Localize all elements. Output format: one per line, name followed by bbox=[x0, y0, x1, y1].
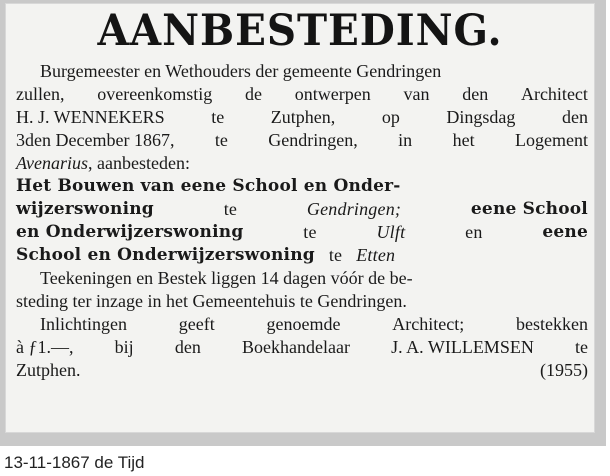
text-run: Architect; bbox=[392, 314, 465, 334]
text-run: Het Bouwen van eene School en Onder- bbox=[16, 176, 401, 196]
text-line bbox=[16, 336, 588, 359]
text-run: à ƒ1.—, bbox=[16, 337, 74, 357]
text-line bbox=[16, 175, 588, 198]
newspaper-clipping bbox=[6, 4, 594, 432]
text-run: te bbox=[303, 222, 317, 242]
text-run: Gendringen, bbox=[268, 130, 358, 150]
text-run: Boekhandelaar bbox=[242, 337, 350, 357]
clipping-title: AANBESTEDING. bbox=[97, 6, 503, 56]
text-run: genoemde bbox=[266, 314, 341, 334]
text-run: eene bbox=[542, 222, 588, 242]
text-run: te bbox=[328, 245, 343, 265]
text-line bbox=[16, 221, 588, 244]
text-run: te bbox=[214, 130, 228, 150]
text-run: Teekeningen en Bestek liggen 14 dagen vóór de be- bbox=[40, 268, 413, 288]
text-run: Logement bbox=[514, 130, 588, 150]
text-line bbox=[16, 198, 588, 221]
text-run: te bbox=[211, 107, 225, 127]
text-run: H. J. WENNEKERS bbox=[16, 107, 165, 127]
text-run: J. A. WILLEMSEN bbox=[391, 337, 534, 357]
text-run: te bbox=[575, 337, 588, 357]
text-run: te bbox=[223, 199, 238, 219]
clipping-body bbox=[16, 60, 588, 382]
text-line bbox=[16, 313, 588, 336]
text-run: de bbox=[244, 84, 262, 104]
text-run: ontwerpen bbox=[294, 84, 371, 104]
text-run: het bbox=[452, 130, 475, 150]
text-run: geeft bbox=[178, 314, 215, 334]
text-line bbox=[16, 290, 588, 313]
text-run: op bbox=[381, 107, 400, 127]
text-line bbox=[16, 83, 588, 106]
text-line bbox=[16, 359, 588, 382]
text-run: Dingsdag bbox=[446, 107, 516, 127]
text-run: Etten bbox=[356, 245, 396, 265]
text-line bbox=[16, 152, 588, 175]
text-run: bij bbox=[114, 337, 134, 357]
text-line bbox=[16, 129, 588, 152]
text-run: eene School bbox=[470, 199, 588, 219]
text-line bbox=[16, 106, 588, 129]
text-run: Avenarius bbox=[16, 153, 88, 173]
text-run: wijzerswoning bbox=[16, 199, 154, 219]
text-run: Architect bbox=[520, 84, 588, 104]
text-line bbox=[16, 244, 588, 267]
text-run: den bbox=[174, 337, 201, 357]
text-run: steding ter inzage in het Gemeentehuis te Gendringen. bbox=[16, 291, 407, 311]
text-run: (1955) bbox=[540, 360, 588, 380]
text-run: den bbox=[462, 84, 489, 104]
text-run: , aanbesteden: bbox=[88, 153, 190, 173]
text-run: Zutphen, bbox=[270, 107, 336, 127]
text-run: overeenkomstig bbox=[97, 84, 213, 104]
text-line bbox=[16, 60, 588, 83]
text-run: Gendringen; bbox=[306, 199, 402, 219]
text-run: den bbox=[561, 107, 588, 127]
text-run: en Onderwijzerswoning bbox=[16, 222, 244, 242]
text-run: Inlichtingen bbox=[40, 314, 127, 334]
text-run: School en Onderwijzerswoning bbox=[16, 245, 315, 265]
text-run: en bbox=[465, 222, 483, 242]
image-caption: 13-11-1867 de Tijd bbox=[4, 453, 145, 472]
text-line bbox=[16, 267, 588, 290]
text-run: 3den December 1867, bbox=[16, 130, 175, 150]
text-run: in bbox=[398, 130, 413, 150]
text-run: Ulft bbox=[376, 222, 406, 242]
text-run: Burgemeester en Wethouders der gemeente Gendringen bbox=[40, 61, 442, 81]
text-run: zullen, bbox=[16, 84, 65, 104]
text-run: van bbox=[403, 84, 430, 104]
text-run: Zutphen. bbox=[16, 360, 81, 380]
text-run: bestekken bbox=[515, 314, 588, 334]
